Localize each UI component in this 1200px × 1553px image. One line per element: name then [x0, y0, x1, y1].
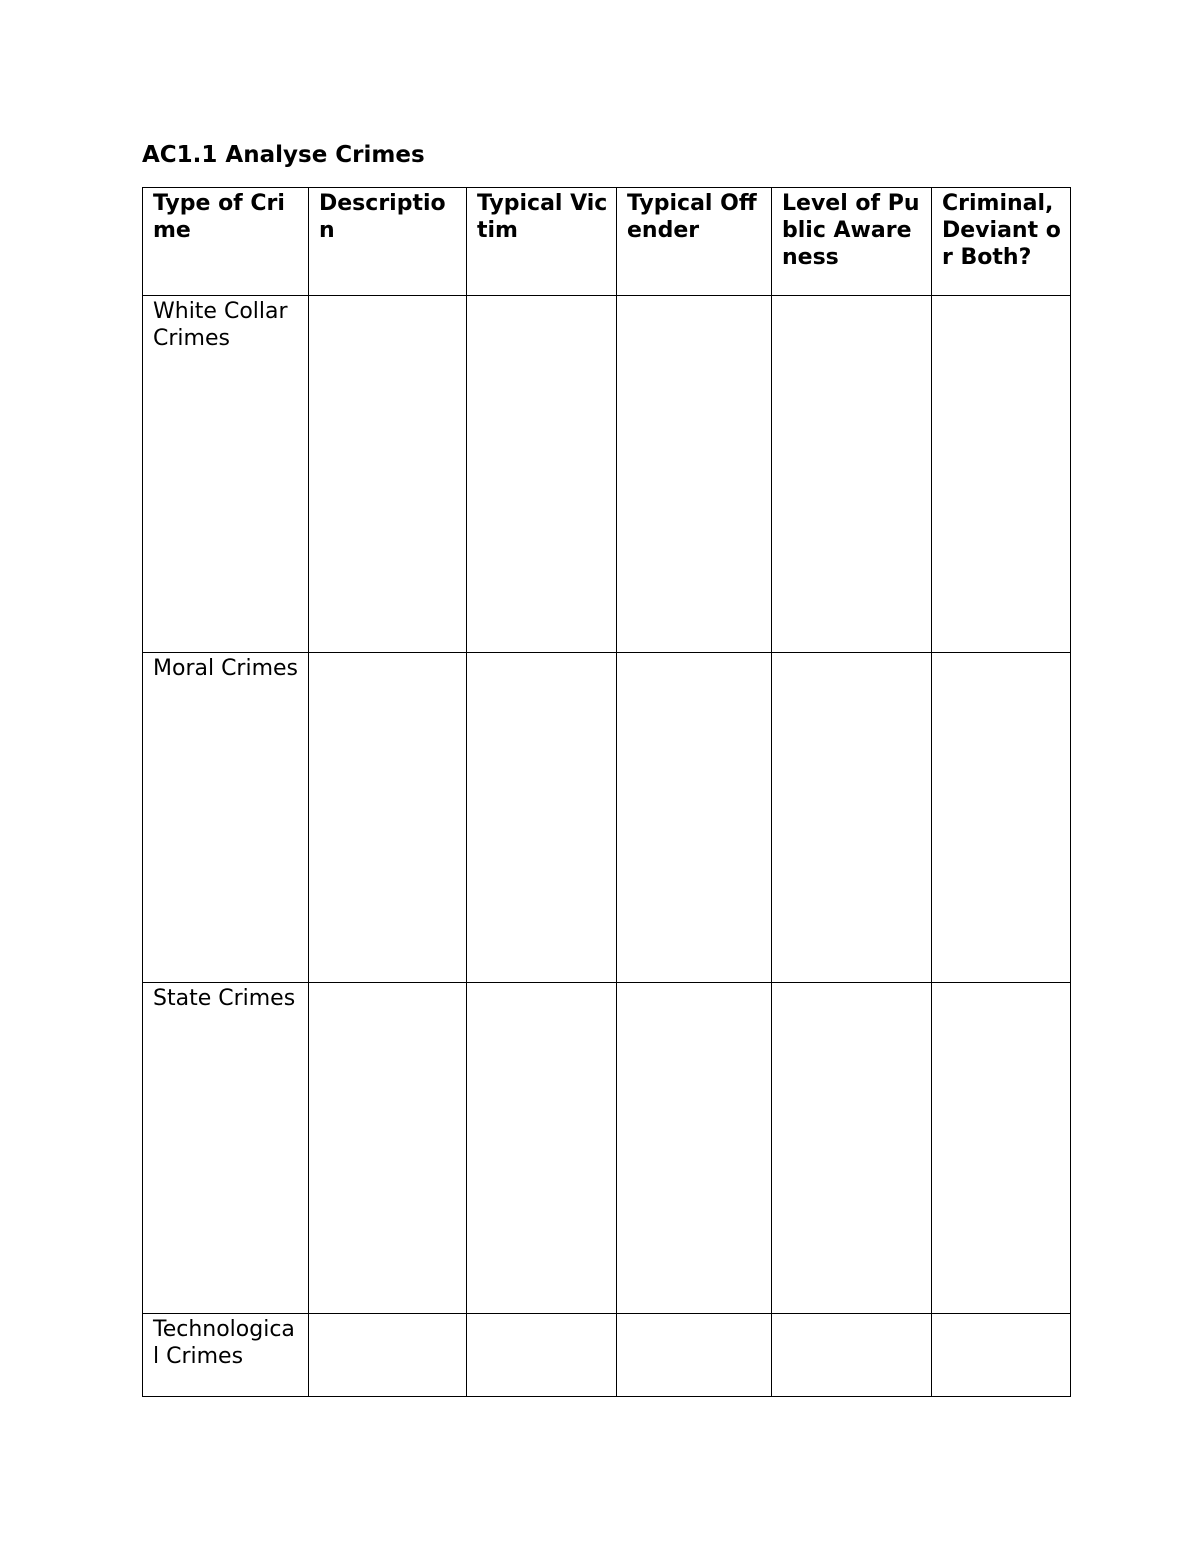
crime-analysis-table — [142, 187, 1071, 1397]
victim-cell[interactable] — [467, 296, 617, 653]
description-cell[interactable] — [309, 296, 467, 653]
table-row — [143, 1314, 1071, 1397]
table-row — [143, 983, 1071, 1314]
header-description: Description — [309, 188, 467, 296]
awareness-cell[interactable] — [772, 296, 932, 653]
table-row — [143, 296, 1071, 653]
description-cell[interactable] — [309, 983, 467, 1314]
offender-cell[interactable] — [617, 983, 772, 1314]
header-typical-offender: Typical Offender — [617, 188, 772, 296]
victim-cell[interactable] — [467, 1314, 617, 1397]
offender-cell[interactable] — [617, 1314, 772, 1397]
awareness-cell[interactable] — [772, 983, 932, 1314]
crime-type-cell: White Collar Crimes — [143, 296, 309, 653]
offender-cell[interactable] — [617, 653, 772, 983]
victim-cell[interactable] — [467, 983, 617, 1314]
offender-cell[interactable] — [617, 296, 772, 653]
crime-type-cell: Technological Crimes — [143, 1314, 309, 1397]
page-title: AC1.1 Analyse Crimes — [142, 142, 425, 168]
header-typical-victim: Typical Victim — [467, 188, 617, 296]
description-cell[interactable] — [309, 653, 467, 983]
classification-cell[interactable] — [932, 1314, 1071, 1397]
classification-cell[interactable] — [932, 296, 1071, 653]
crime-type-cell: Moral Crimes — [143, 653, 309, 983]
classification-cell[interactable] — [932, 983, 1071, 1314]
description-cell[interactable] — [309, 1314, 467, 1397]
classification-cell[interactable] — [932, 653, 1071, 983]
table-row — [143, 653, 1071, 983]
crime-type-cell: State Crimes — [143, 983, 309, 1314]
awareness-cell[interactable] — [772, 1314, 932, 1397]
header-row — [143, 188, 1071, 296]
header-criminal-deviant: Criminal, Deviant or Both? — [932, 188, 1071, 296]
header-public-awareness: Level of Public Awareness — [772, 188, 932, 296]
awareness-cell[interactable] — [772, 653, 932, 983]
victim-cell[interactable] — [467, 653, 617, 983]
header-type-of-crime: Type of Crime — [143, 188, 309, 296]
